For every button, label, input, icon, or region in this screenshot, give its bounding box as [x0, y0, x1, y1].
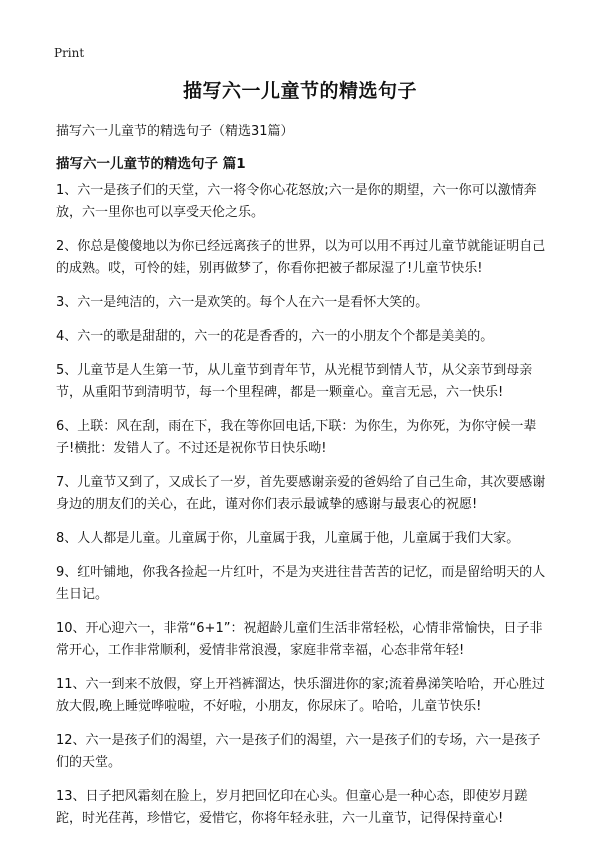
list-item: 4、六一的歌是甜甜的，六一的花是香香的，六一的小朋友个个都是美美的。 [56, 329, 494, 344]
print-label: Print [54, 46, 85, 60]
sentence-list [56, 180, 548, 842]
document-subtitle: 描写六一儿童节的精选句子（精选31篇） [56, 124, 294, 139]
list-item: 11、六一到来不放假，穿上开裆裤溜达，快乐溜进你的家;流着鼻涕笑哈哈，开心胜过放大假,晚上睡觉哗啦啦，不好啦，小朋友，你尿床了。哈哈，儿童节快乐! [56, 677, 545, 714]
list-item: 9、红叶铺地，你我各捡起一片红叶，不是为夹进往昔苦苦的记忆，而是留给明天的人生日记。 [56, 565, 546, 602]
list-item: 3、六一是纯洁的，六一是欢笑的。每个人在六一是看怀大笑的。 [56, 295, 429, 310]
section-heading: 描写六一儿童节的精选句子 篇1 [56, 156, 246, 172]
list-item: 8、人人都是儿童。儿童属于你，儿童属于我，儿童属于他，儿童属于我们大家。 [56, 531, 520, 546]
document-title: 描写六一儿童节的精选句子 [182, 80, 417, 102]
list-item: 1、六一是孩子们的天堂，六一将令你心花怒放;六一是你的期望，六一你可以激情奔放，六一里你也可以享受天伦之乐。 [56, 183, 537, 220]
list-item: 12、六一是孩子们的渴望，六一是孩子们的渴望，六一是孩子们的专场，六一是孩子们的天堂。 [56, 733, 541, 770]
list-item: 2、你总是傻傻地以为你已经远离孩子的世界，以为可以用不再过儿童节就能证明自己的成熟。哎，可怜的娃，别再做梦了，你看你把被子都尿湿了!儿童节快乐! [56, 239, 546, 276]
list-item: 7、儿童节又到了，又成长了一岁，首先要感谢亲爱的爸妈给了自己生命，其次要感谢身边的朋友们的关心，在此，谨对你们表示最诚挚的感谢与最衷心的祝愿! [56, 475, 546, 512]
list-item: 6、上联：风在刮，雨在下，我在等你回电话,下联：为你生，为你死，为你守候一辈子!横批：发错人了。不过还是祝你节日快乐呦! [56, 419, 537, 456]
list-item: 10、开心迎六一，非常“6+1”：祝超龄儿童们生活非常轻松，心情非常愉快，日子非常开心，工作非常顺利，爱情非常浪漫，家庭非常幸福，心态非常年轻! [56, 621, 543, 658]
list-item: 13、日子把风霜刻在脸上，岁月把回忆印在心头。但童心是一种心态，即使岁月蹉跎，时光荏苒，珍惜它，爱惜它，你将年轻永驻，六一儿童节，记得保持童心! [56, 789, 528, 826]
list-item: 5、儿童节是人生第一节，从儿童节到青年节，从光棍节到情人节，从父亲节到母亲节，从重阳节到清明节，每一个里程碑，都是一颗童心。童言无忌，六一快乐! [56, 363, 533, 400]
